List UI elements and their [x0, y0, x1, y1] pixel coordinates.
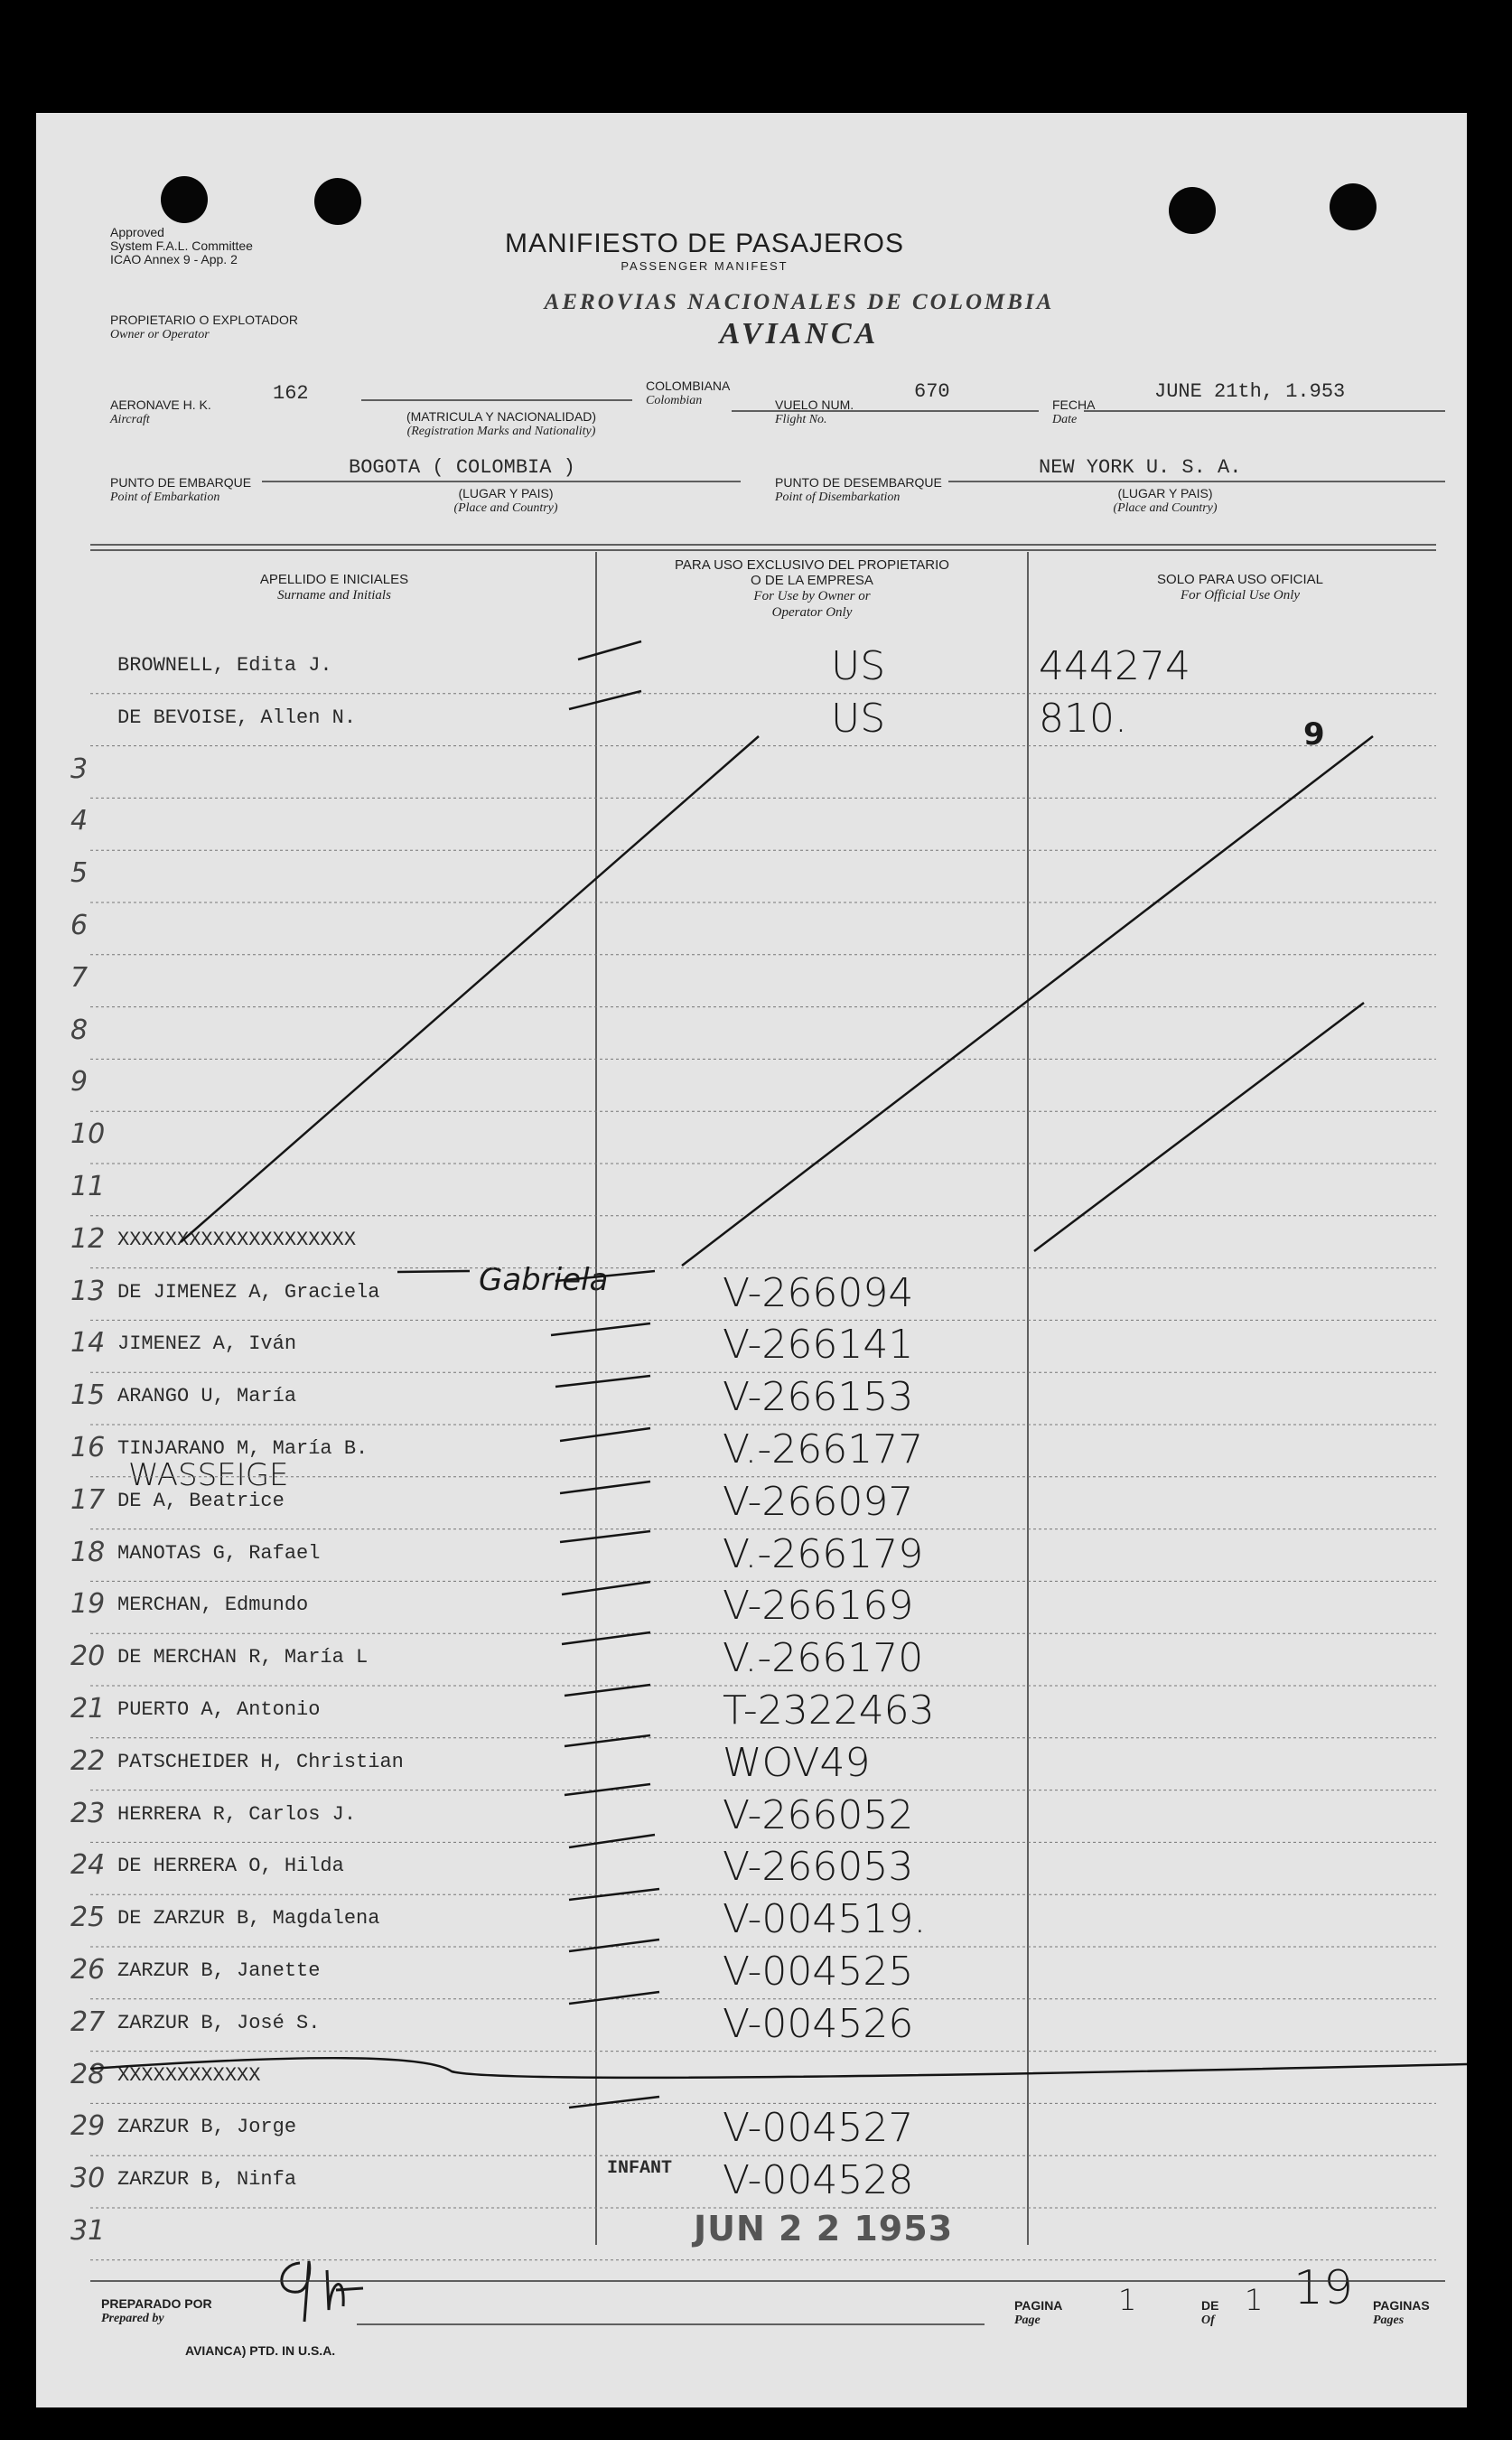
- of-label-es: DE: [1201, 2298, 1219, 2313]
- row-number: 15: [70, 1379, 106, 1412]
- row-number: 14: [70, 1327, 106, 1360]
- row-number: 24: [70, 1849, 106, 1882]
- pagina-label-en: Page: [1014, 2314, 1041, 2327]
- owner-value: V-004519.: [723, 1896, 927, 1943]
- official-value: 444274: [1039, 643, 1190, 689]
- row-number: 13: [70, 1275, 106, 1307]
- flight-label-en: Flight No.: [775, 413, 827, 426]
- flight-value: 670: [914, 380, 950, 403]
- of-label-en: Of: [1201, 2314, 1215, 2327]
- col-header-official-es: SOLO PARA USO OFICIAL: [1157, 572, 1323, 587]
- owner-value: WOV49: [723, 1739, 871, 1786]
- pages-value: 19: [1293, 2261, 1354, 2315]
- date-label-es: FECHA: [1052, 397, 1096, 412]
- owner-value: V-266097: [723, 1478, 914, 1525]
- row-number: 3: [70, 753, 89, 785]
- owner-value: V.-266177: [723, 1426, 924, 1472]
- passenger-name: DE JIMENEZ A, Graciela: [117, 1280, 380, 1304]
- owner-value: V.-266179: [723, 1530, 924, 1577]
- approval-line: System F.A.L. Committee: [110, 238, 253, 253]
- date-stamp: JUN 2 2 1953: [694, 2209, 954, 2248]
- row-number: 23: [70, 1797, 106, 1829]
- owner-value: US: [831, 695, 886, 742]
- col-header-owner-es2: O DE LA EMPRESA: [751, 573, 873, 588]
- row-number: 16: [70, 1432, 106, 1463]
- col-header-owner-en1: For Use by Owner or: [753, 589, 871, 603]
- owner-value: V-004528: [723, 2157, 914, 2204]
- date-value: JUNE 21th, 1.953: [1154, 380, 1346, 403]
- owner-value: V-266052: [723, 1791, 914, 1838]
- passenger-name: DE ZARZUR B, Magdalena: [117, 1907, 380, 1930]
- date-label-en: Date: [1052, 413, 1078, 426]
- printer-line: AVIANCA) PTD. IN U.S.A.: [185, 2343, 336, 2358]
- row-number: 11: [70, 1171, 106, 1202]
- owner-value: V.-266170: [723, 1635, 924, 1682]
- col-header-official-en: For Official Use Only: [1180, 588, 1301, 603]
- passenger-name: ZARZUR B, José S.: [117, 2011, 321, 2034]
- row-number: 29: [70, 2110, 106, 2143]
- operator-brand: AVIANCA: [719, 317, 880, 351]
- disembark-value: NEW YORK U. S. A.: [1039, 456, 1242, 479]
- aircraft-label-en: Aircraft: [110, 413, 150, 426]
- row-number: 31: [70, 2215, 106, 2247]
- disembark-place-en: (Place and Country): [1113, 501, 1218, 515]
- embark-value: BOGOTA ( COLOMBIA ): [349, 456, 575, 479]
- passenger-name: ARANGO U, María: [117, 1385, 297, 1408]
- passenger-name: HERRERA R, Carlos J.: [117, 1802, 357, 1826]
- prepared-label-es: PREPARADO POR: [101, 2296, 212, 2311]
- pagina-label-es: PAGINA: [1014, 2298, 1063, 2313]
- manifest-sheet: [36, 113, 1467, 2407]
- paginas-label-es: PAGINAS: [1373, 2298, 1430, 2313]
- row-number: 25: [70, 1902, 106, 1934]
- owner-value: V-004525: [723, 1949, 914, 1995]
- row-number: 18: [70, 1536, 106, 1568]
- owner-value: V-266094: [723, 1269, 914, 1316]
- passenger-name: DE MERCHAN R, María L: [117, 1646, 369, 1669]
- page-title: MANIFIESTO DE PASAJEROS: [505, 229, 904, 258]
- mark-9: 9: [1303, 716, 1325, 753]
- owner-value: V-004527: [723, 2105, 914, 2152]
- operator-name: AEROVIAS NACIONALES DE COLOMBIA: [544, 290, 1055, 314]
- flight-label-es: VUELO NUM.: [775, 397, 854, 412]
- row-number: 30: [70, 2163, 106, 2195]
- passenger-name: ZARZUR B, Janette: [117, 1959, 321, 1982]
- passenger-name: DE BEVOISE, Allen N.: [117, 706, 357, 729]
- prepared-label-en: Prepared by: [101, 2312, 164, 2325]
- passenger-name: ZARZUR B, Jorge: [117, 2116, 297, 2139]
- col-header-owner-en2: Operator Only: [771, 605, 853, 620]
- row-number: 20: [70, 1641, 106, 1673]
- owner-value: V-266153: [723, 1374, 914, 1421]
- form-ruling: [36, 113, 1467, 2407]
- embark-label-es: PUNTO DE EMBARQUE: [110, 475, 252, 490]
- registration-caption-en: (Registration Marks and Nationality): [406, 425, 596, 438]
- owner-value: V-266141: [723, 1322, 914, 1369]
- embark-place-en: (Place and Country): [453, 501, 558, 515]
- row-number: 22: [70, 1744, 106, 1777]
- passenger-name: DE A, Beatrice: [117, 1489, 285, 1512]
- official-value: 810.: [1039, 695, 1127, 742]
- row-number: 6: [70, 910, 89, 941]
- col-header-owner-es1: PARA USO EXCLUSIVO DEL PROPIETARIO: [675, 557, 949, 573]
- disembark-label-en: Point of Disembarkation: [775, 491, 901, 504]
- embark-label-en: Point of Embarkation: [110, 491, 220, 504]
- row-number: 5: [70, 857, 89, 890]
- passenger-name: TINJARANO M, María B.: [117, 1437, 369, 1460]
- aircraft-value: 162: [273, 382, 309, 405]
- col-header-name-es: APELLIDO E INICIALES: [259, 572, 409, 587]
- owner-value: V-004526: [723, 2000, 914, 2047]
- paginas-label-en: Pages: [1373, 2314, 1405, 2327]
- embark-place-es: (LUGAR Y PAIS): [458, 486, 554, 500]
- owner-value: V-266169: [723, 1583, 914, 1630]
- row-number: 17: [70, 1483, 106, 1516]
- registration-caption-es: (MATRICULA Y NACIONALIDAD): [406, 409, 597, 424]
- owner-value: US: [831, 643, 886, 689]
- infant-label: INFANT: [607, 2158, 673, 2179]
- row-number: 4: [70, 805, 89, 837]
- row-number: 9: [70, 1066, 89, 1098]
- owner-value: T-2322463: [723, 1687, 935, 1734]
- row-number: 19: [70, 1588, 106, 1621]
- nationality-label-es: COLOMBIANA: [646, 379, 731, 393]
- owner-value: V-266053: [723, 1844, 914, 1891]
- passenger-name: XXXXXXXXXXXX: [117, 2063, 261, 2087]
- row-number: 7: [70, 961, 89, 994]
- owner-label-es: PROPIETARIO O EXPLOTADOR: [110, 313, 298, 327]
- row17-handwritten-name: WASSEIGE: [128, 1457, 289, 1493]
- row-number: 8: [70, 1014, 89, 1046]
- row-number: 28: [70, 2058, 106, 2090]
- passenger-name: ZARZUR B, Ninfa: [117, 2168, 297, 2192]
- approval-line: Approved: [110, 225, 164, 239]
- owner-label-en: Owner or Operator: [110, 328, 210, 341]
- row-number: 21: [70, 1693, 106, 1725]
- nationality-label-en: Colombian: [646, 394, 703, 407]
- passenger-name: BROWNELL, Edita J.: [117, 654, 332, 677]
- approval-line: ICAO Annex 9 - App. 2: [110, 252, 238, 266]
- row-number: 27: [70, 2005, 106, 2038]
- disembark-place-es: (LUGAR Y PAIS): [1117, 486, 1213, 500]
- row-number: 12: [70, 1222, 106, 1255]
- row-number: 10: [70, 1118, 106, 1151]
- col-header-name-en: Surname and Initials: [277, 588, 391, 603]
- disembark-label-es: PUNTO DE DESEMBARQUE: [775, 475, 942, 490]
- of-value: 1: [1245, 2283, 1264, 2317]
- row-number: 26: [70, 1954, 106, 1986]
- row13-handwritten-name: Gabriela: [479, 1262, 609, 1298]
- aircraft-label-es: AERONAVE H. K.: [110, 397, 211, 412]
- passenger-name: DE HERRERA O, Hilda: [117, 1855, 344, 1878]
- page-number: 1: [1118, 2283, 1137, 2317]
- passenger-name: XXXXXXXXXXXXXXXXXXXX: [117, 1228, 357, 1251]
- passenger-name: JIMENEZ A, Iván: [117, 1332, 297, 1356]
- passenger-name: MERCHAN, Edmundo: [117, 1594, 309, 1617]
- page-subtitle: PASSENGER MANIFEST: [621, 259, 789, 273]
- passenger-name: PATSCHEIDER H, Christian: [117, 1750, 404, 1773]
- passenger-name: MANOTAS G, Rafael: [117, 1541, 321, 1565]
- passenger-name: PUERTO A, Antonio: [117, 1698, 321, 1721]
